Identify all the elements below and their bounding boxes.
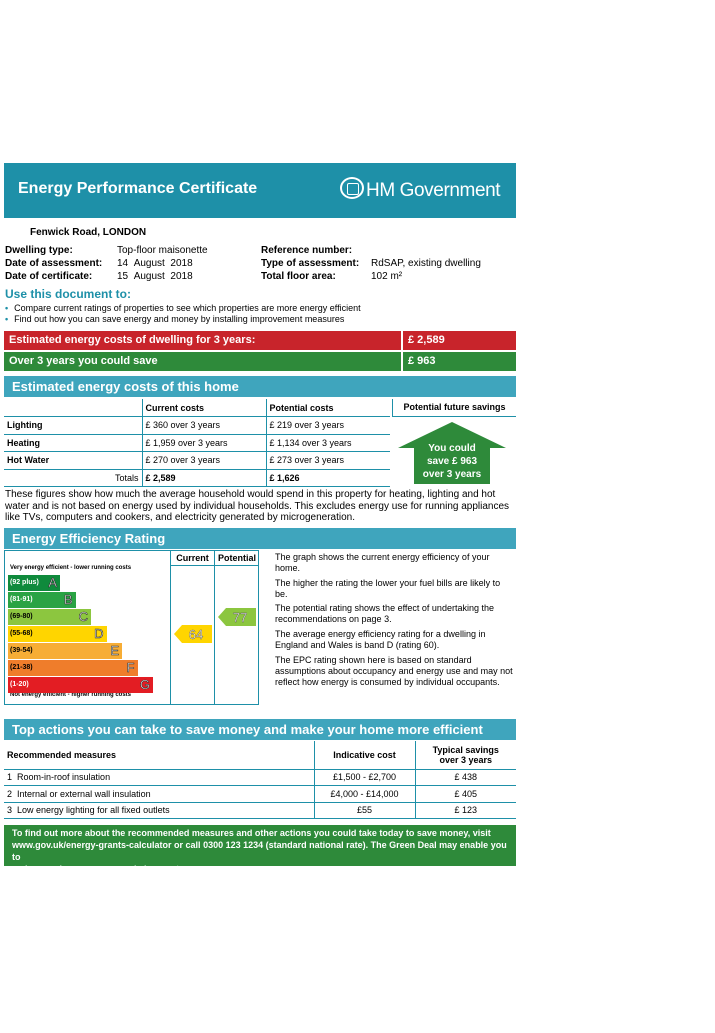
use-bullet: • Compare current ratings of properties to see which properties are more energy efficient	[5, 303, 361, 313]
table-row	[4, 417, 390, 435]
savings-header: Typical savings over 3 years	[415, 741, 516, 769]
floor-area-label: Total floor area:	[261, 271, 336, 282]
savings-value: £ 963	[403, 352, 516, 371]
potential-cost: £ 1,134 over 3 years	[266, 434, 390, 452]
measures-header: Recommended measures	[4, 741, 314, 769]
rating-text: The average energy efficiency rating for a dwelling in England and Wales is band D (rating 60).	[275, 629, 486, 650]
date-certificate-value: 15 August 2018	[117, 271, 193, 282]
rating-text: The graph shows the current energy efficiency of your home.	[275, 552, 490, 573]
rating-text: The EPC rating shown here is based on standard assumptions about occupancy and energy use and may not reflect how energy is consumed by individual occupants.	[275, 655, 513, 687]
measure: 1 Room-in-roof insulation	[4, 769, 314, 786]
efficient-caption: Very energy efficient - lower running costs	[10, 565, 132, 571]
band-letter: B	[63, 592, 73, 607]
band-range: (55-68)	[10, 630, 33, 637]
government-name: HM Government	[366, 180, 501, 201]
table-row	[4, 452, 390, 470]
measure-cost: £1,500 - £2,700	[314, 769, 415, 786]
grants-link[interactable]: www.gov.uk/energy-grants-calculator or call	[12, 840, 204, 850]
use-bullet: • Find out how you can save energy and money by installing improvement measures	[5, 314, 345, 324]
band-range: (92 plus)	[10, 579, 39, 586]
hm-government-logo	[340, 177, 500, 202]
rating-band-a	[8, 575, 60, 591]
measure-saving: £ 438	[415, 769, 516, 786]
table-row	[4, 802, 516, 819]
costs-table	[4, 399, 390, 487]
actions-table	[4, 741, 516, 819]
band-letter: D	[94, 626, 104, 641]
floor-area-value: 102 m²	[371, 271, 403, 282]
potential-rating-marker	[218, 608, 256, 626]
rating-band-e	[8, 643, 122, 659]
rating-band-b	[8, 592, 76, 608]
band-letter: A	[48, 575, 57, 590]
rating-band-f	[8, 660, 138, 676]
band-range: (69-80)	[10, 613, 33, 620]
band-letter: G	[139, 677, 150, 692]
band-letter: F	[126, 660, 135, 675]
type-assessment-label: Type of assessment:	[261, 258, 360, 269]
potential-costs-header: Potential costs	[266, 399, 390, 417]
property-address: Fenwick Road, LONDON	[30, 227, 147, 238]
measure-saving: £ 123	[415, 802, 516, 819]
costs-header-row	[4, 399, 390, 417]
potential-cost: £ 219 over 3 years	[266, 417, 390, 435]
current-column-header: Current	[176, 553, 209, 563]
certificate-title: Energy Performance Certificate	[18, 180, 258, 197]
current-rating-marker-value: 64	[188, 627, 204, 642]
rating-band-c	[8, 609, 91, 625]
table-row	[4, 786, 516, 803]
dwelling-type-value: Top-floor maisonette	[117, 245, 208, 256]
measure-saving: £ 405	[415, 786, 516, 803]
band-range: (1-20)	[10, 681, 29, 688]
rating-band-d	[8, 626, 107, 642]
costs-note: These figures show how much the average household would spend in this property for heating, lighting and hot water and is not based on energy used by individual households. This excludes energy use for running appliances like TVs, computers and cookers, and electricity generated by microgeneration.	[5, 489, 510, 523]
cost-header: Indicative cost	[314, 741, 415, 769]
table-row	[4, 769, 516, 786]
phone-number[interactable]: 0300 123 1234	[203, 840, 264, 850]
table-row	[4, 434, 390, 452]
row-label: Lighting	[4, 417, 142, 435]
inefficient-caption: Not energy efficient - higher running costs	[10, 692, 132, 698]
current-cost: £ 1,959 over 3 years	[142, 434, 266, 452]
future-savings-header: Potential future savings	[392, 399, 516, 417]
total-current: £ 2,589	[142, 469, 266, 487]
measure-cost: £55	[314, 802, 415, 819]
dwelling-type-label: Dwelling type:	[5, 245, 73, 256]
royal-crest-icon	[340, 177, 364, 199]
current-cost: £ 270 over 3 years	[142, 452, 266, 470]
current-costs-header: Current costs	[142, 399, 266, 417]
date-assessment-label: Date of assessment:	[5, 258, 103, 269]
potential-cost: £ 273 over 3 years	[266, 452, 390, 470]
actions-section-title: Top actions you can take to save money and make your home more efficient	[4, 719, 516, 740]
band-letter: C	[78, 609, 88, 624]
measure: 2 Internal or external wall insulation	[4, 786, 314, 803]
actions-header-row	[4, 741, 516, 769]
total-potential: £ 1,626	[266, 469, 390, 487]
rating-text: The higher the rating the lower your fuel bills are likely to be.	[275, 578, 501, 599]
reference-label: Reference number:	[261, 245, 353, 256]
savings-bar: Over 3 years you could save	[4, 352, 401, 371]
estimated-costs-value: £ 2,589	[403, 331, 516, 350]
band-range: (21-38)	[10, 664, 33, 671]
date-certificate-label: Date of certificate:	[5, 271, 93, 282]
band-range: (39-54)	[10, 647, 33, 654]
date-assessment-value: 14 August 2018	[117, 258, 193, 269]
totals-label: Totals	[4, 469, 142, 487]
rating-section-title: Energy Efficiency Rating	[4, 528, 516, 549]
band-range: (81-91)	[10, 596, 33, 603]
measure: 3 Low energy lighting for all fixed outlets	[4, 802, 314, 819]
type-assessment-value: RdSAP, existing dwelling	[371, 258, 481, 269]
band-letter: E	[110, 643, 119, 658]
savings-arrow-text: You could save £ 963 over 3 years	[422, 443, 482, 480]
costs-section-title: Estimated energy costs of this home	[4, 376, 516, 397]
current-cost: £ 360 over 3 years	[142, 417, 266, 435]
row-label: Heating	[4, 434, 142, 452]
row-label: Hot Water	[4, 452, 142, 470]
totals-row	[4, 469, 390, 487]
current-rating-marker	[174, 625, 212, 643]
potential-column-header: Potential	[217, 553, 256, 563]
use-document-title: Use this document to:	[5, 287, 132, 301]
rating-text: The potential rating shows the effect of undertaking the recommendations on page 3.	[275, 603, 494, 624]
estimated-costs-bar: Estimated energy costs of dwelling for 3 years:	[4, 331, 401, 350]
potential-rating-marker-value: 77	[232, 610, 248, 625]
footer-info: To find out more about the recommended measures and other actions you could take today to save money, visit www.gov.uk/energy-grants-calculator or call 0300 123 1234 (standard national rate). The Green Deal may enable you to make your home warmer and cheaper to run.	[4, 825, 516, 866]
measure-cost: £4,000 - £14,000	[314, 786, 415, 803]
rating-band-g	[8, 677, 153, 693]
